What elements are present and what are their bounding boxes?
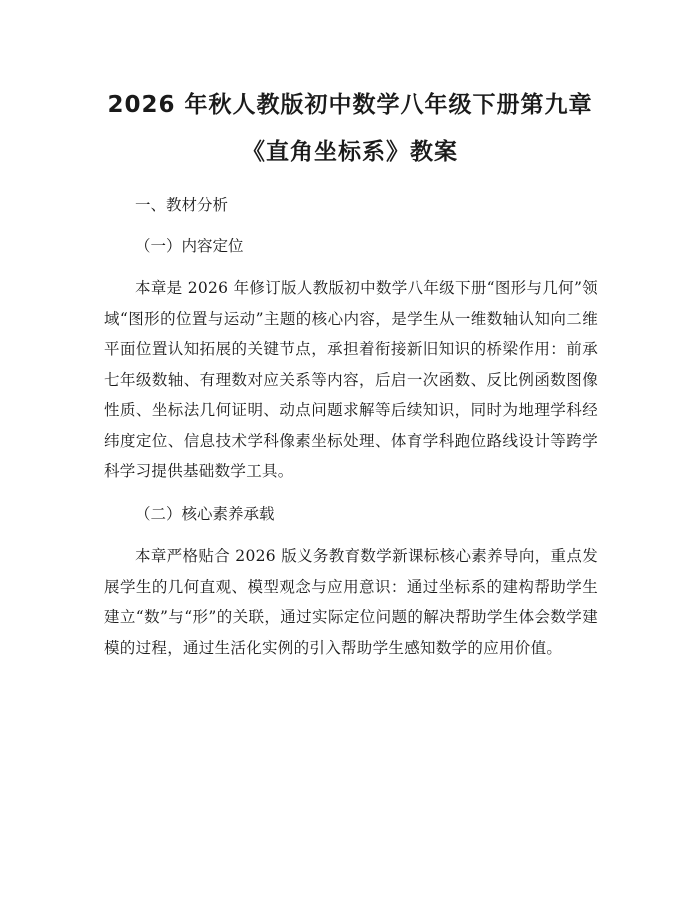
paragraph-content-positioning: 本章是 2026 年修订版人教版初中数学八年级下册“图形与几何”领域“图形的位置与运动”主题的核心内容，是学生从一维数轴认知向二维平面位置认知拓展的关键节点，承担着衔接新旧知识的桥梁作用：前承七年级数轴、有理数对应关系等内容，后启一次函数、反比例函数图像性质、坐标法几何证明、动点问题求解等后续知识，同时为地理学科经纬度定位、信息技术学科像素坐标处理、体育学科跑位路线设计等跨学科学习提供基础数学工具。 (104, 279, 598, 480)
document-body (104, 190, 598, 675)
document-title-line-1: 2026 年秋人教版初中数学八年级下册第九章 (107, 92, 593, 118)
document-title-line-2: 《直角坐标系》教案 (242, 139, 458, 165)
subsection-heading-content-positioning: （一）内容定位 (135, 236, 244, 255)
subsection-heading-core-literacy: （二）核心素养承载 (135, 504, 275, 523)
section-heading-teaching-material-analysis: 一、教材分析 (135, 196, 229, 214)
paragraph-core-literacy: 本章严格贴合 2026 版义务教育数学新课标核心素养导向，重点发展学生的几何直观、模型观念与应用意识：通过坐标系的建构帮助学生建立“数”与“形”的关联，通过实际定位问题的解决帮助学生体会数学建模的过程，通过生活化实例的引入帮助学生感知数学的应用价值。 (104, 547, 598, 657)
